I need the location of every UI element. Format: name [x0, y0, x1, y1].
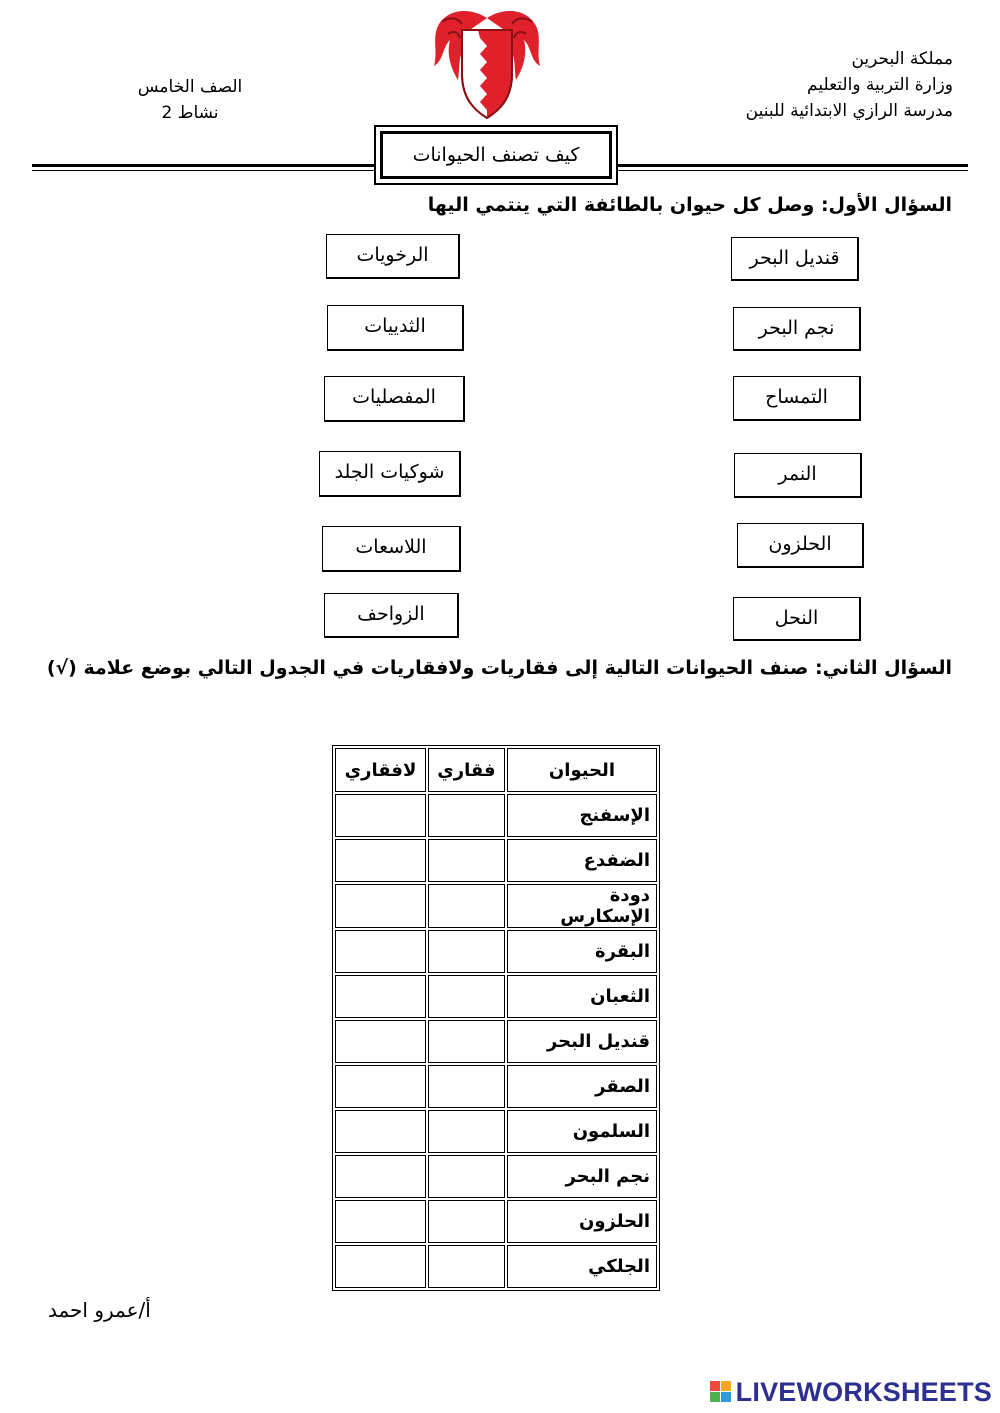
- invertebrate-cell[interactable]: [335, 1110, 426, 1153]
- vertebrate-cell[interactable]: [428, 884, 505, 928]
- header-rule-right-thin: [618, 170, 968, 171]
- invertebrate-cell[interactable]: [335, 884, 426, 928]
- vertebrate-cell[interactable]: [428, 930, 505, 973]
- table-row: [335, 1245, 657, 1288]
- table-row: [335, 1020, 657, 1063]
- row-animal-name: الإسفنج: [507, 794, 657, 837]
- table-header-row: [335, 748, 657, 792]
- invertebrate-cell[interactable]: [335, 1200, 426, 1243]
- vertebrate-cell[interactable]: [428, 1245, 505, 1288]
- header-activity: نشاط 2: [161, 103, 219, 123]
- invertebrate-cell[interactable]: [335, 1245, 426, 1288]
- match-animal-6[interactable]: النحل: [733, 597, 861, 641]
- liveworksheets-wordmark: LIVEWORKSHEETS: [735, 1376, 992, 1407]
- row-animal-name: الحلزون: [507, 1200, 657, 1243]
- table-row: [335, 1110, 657, 1153]
- header-grade-block: [110, 74, 270, 126]
- match-group-6[interactable]: الزواحف: [324, 593, 459, 638]
- header-line-school: مدرسة الرازي الابتدائية للبنين: [745, 101, 953, 121]
- row-animal-name: الجلكي: [507, 1245, 657, 1288]
- header-grade: الصف الخامس: [137, 77, 243, 97]
- table-row: [335, 1200, 657, 1243]
- header-line-kingdom: مملكة البحرين: [851, 49, 953, 69]
- vertebrate-cell[interactable]: [428, 975, 505, 1018]
- vertebrate-cell[interactable]: [428, 1065, 505, 1108]
- header-rule-left: [32, 164, 376, 167]
- teacher-name: أ/عمرو احمد: [48, 1298, 151, 1322]
- table-row: [335, 1065, 657, 1108]
- invertebrate-cell[interactable]: [335, 975, 426, 1018]
- row-animal-name: الصقر: [507, 1065, 657, 1108]
- invertebrate-cell[interactable]: [335, 1155, 426, 1198]
- bahrain-coat-of-arms-icon: [428, 4, 546, 122]
- worksheet-title: كيف تصنف الحيوانات: [412, 144, 580, 166]
- row-animal-name: الثعبان: [507, 975, 657, 1018]
- row-animal-name: قنديل البحر: [507, 1020, 657, 1063]
- vertebrate-cell[interactable]: [428, 794, 505, 837]
- table-row: [335, 975, 657, 1018]
- row-animal-name: دودة الإسكارس: [507, 884, 657, 928]
- match-animal-4[interactable]: النمر: [734, 453, 862, 498]
- table-row: [335, 1155, 657, 1198]
- vertebrate-cell[interactable]: [428, 839, 505, 882]
- classification-table: [332, 745, 660, 1291]
- liveworksheets-cube-icon: [710, 1381, 732, 1403]
- match-animal-5[interactable]: الحلزون: [737, 523, 864, 568]
- table-row: [335, 794, 657, 837]
- invertebrate-cell[interactable]: [335, 1020, 426, 1063]
- vertebrate-cell[interactable]: [428, 1155, 505, 1198]
- liveworksheets-logo: [710, 1376, 992, 1408]
- invertebrate-cell[interactable]: [335, 794, 426, 837]
- header-ministry-block: [633, 46, 953, 124]
- vertebrate-cell[interactable]: [428, 1110, 505, 1153]
- question-1-prompt: السؤال الأول: وصل كل حيوان بالطائفة التي ينتمي اليها: [427, 194, 952, 216]
- header-animal: الحيوان: [507, 748, 657, 792]
- header-line-ministry: وزارة التربية والتعليم: [807, 75, 953, 95]
- invertebrate-cell[interactable]: [335, 1065, 426, 1108]
- worksheet-title-box: [374, 125, 618, 185]
- header-rule-right: [618, 164, 968, 167]
- header-invertebrate: لافقاري: [335, 748, 426, 792]
- table-row: [335, 839, 657, 882]
- match-animal-1[interactable]: قنديل البحر: [731, 237, 859, 281]
- match-group-4[interactable]: شوكيات الجلد: [319, 451, 461, 497]
- match-animal-2[interactable]: نجم البحر: [733, 307, 861, 351]
- row-animal-name: نجم البحر: [507, 1155, 657, 1198]
- row-animal-name: البقرة: [507, 930, 657, 973]
- table-row: [335, 930, 657, 973]
- match-group-5[interactable]: اللاسعات: [322, 526, 461, 572]
- question-2-prompt: السؤال الثاني: صنف الحيوانات التالية إلى فقاريات ولافقاريات في الجدول التالي بوضع علامة (√): [46, 657, 952, 679]
- invertebrate-cell[interactable]: [335, 930, 426, 973]
- header-rule-left-thin: [32, 170, 376, 171]
- row-animal-name: الضفدع: [507, 839, 657, 882]
- vertebrate-cell[interactable]: [428, 1200, 505, 1243]
- vertebrate-cell[interactable]: [428, 1020, 505, 1063]
- table-row: [335, 884, 657, 928]
- match-group-1[interactable]: الرخويات: [326, 234, 460, 279]
- header-vertebrate: فقاري: [428, 748, 505, 792]
- match-group-3[interactable]: المفصليات: [324, 376, 465, 422]
- match-animal-3[interactable]: التمساح: [733, 376, 861, 421]
- match-group-2[interactable]: الثدييات: [327, 305, 464, 351]
- invertebrate-cell[interactable]: [335, 839, 426, 882]
- row-animal-name: السلمون: [507, 1110, 657, 1153]
